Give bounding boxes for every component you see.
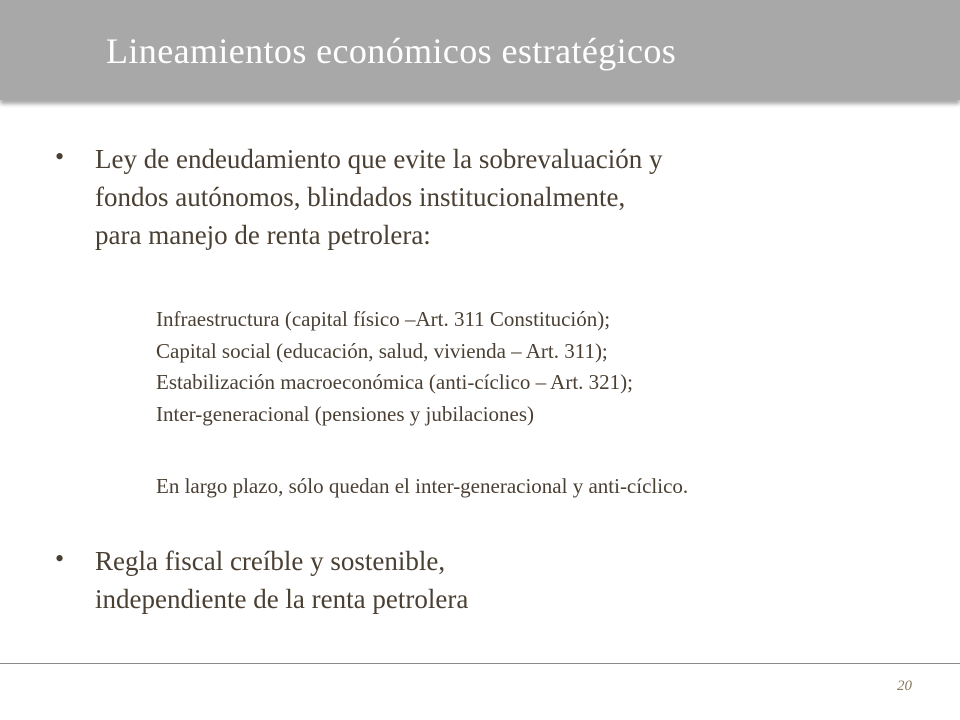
page-number: 20 (897, 678, 912, 694)
title-bar (0, 0, 960, 100)
bullet-marker: • (55, 544, 65, 573)
bullet-text-1 (95, 140, 663, 254)
bullet-2-line-1: Regla fiscal creíble y sostenible, (95, 546, 446, 576)
long-term-note (156, 471, 688, 503)
sub-item-inter-generacional: Inter-generacional (pensiones y jubilaciones) (156, 401, 535, 426)
bullet-1-line-3: para manejo de renta petrolera: (95, 220, 431, 250)
sub-item-estabilizacion: Estabilización macroeconómica (anti-cíclico – Art. 321); (156, 370, 633, 394)
sub-item-infraestructura: Infraestructura (capital físico –Art. 311 Constitución); (156, 307, 611, 331)
footer-divider (0, 663, 960, 664)
bullet-marker: • (55, 142, 65, 171)
bullet-text-2 (95, 542, 468, 618)
bullet-1-line-2: fondos autónomos, blindados institucionalmente, (95, 182, 626, 212)
sub-item-list (156, 304, 633, 430)
slide-title: Lineamientos económicos estratégicos (106, 31, 677, 71)
bullet-1-line-1: Ley de endeudamiento que evite la sobrevaluación y (95, 144, 663, 174)
bullet-2-line-2: independiente de la renta petrolera (95, 584, 469, 614)
long-term-note-text: En largo plazo, sólo quedan el inter-generacional y anti-cíclico. (156, 474, 689, 498)
sub-item-capital-social: Capital social (educación, salud, vivienda – Art. 311); (156, 338, 608, 363)
